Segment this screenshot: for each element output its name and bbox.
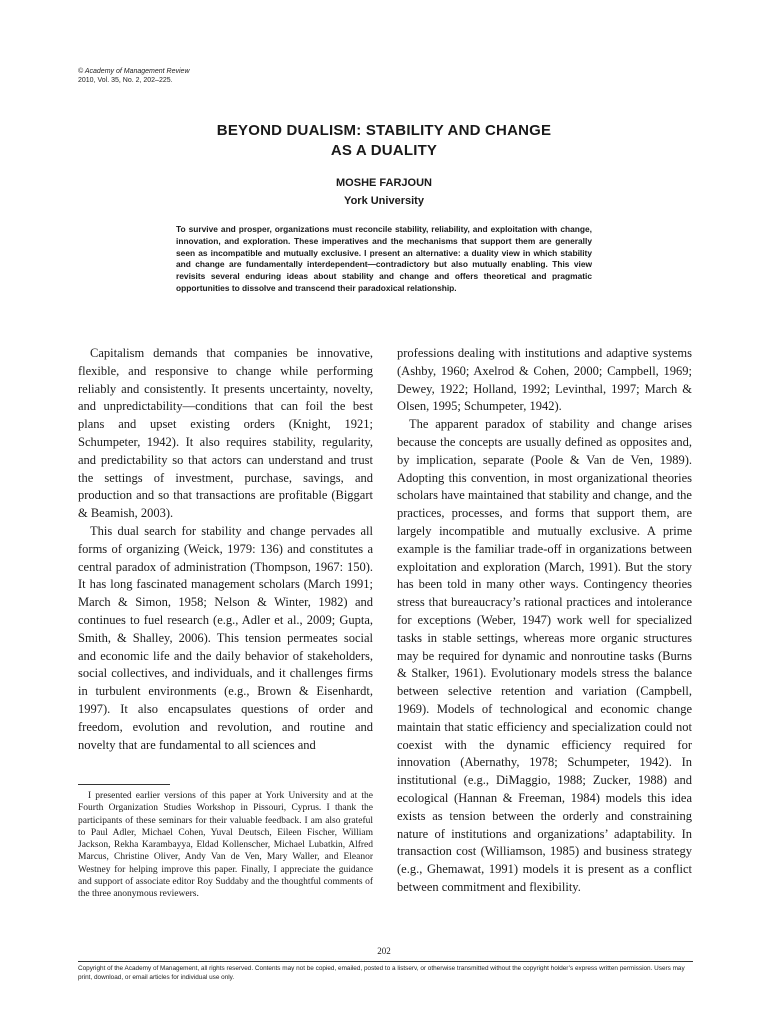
journal-citation: 2010, Vol. 35, No. 2, 202–225. xyxy=(78,77,173,84)
body-column-right xyxy=(397,345,692,897)
article-title xyxy=(0,121,768,161)
body-paragraph: Capitalism demands that companies be innovative, flexible, and responsive to change while performing reliably and consistently. It presents uncertainty, novelty, and unpredictability—conditions that can foil the best plans and upset existing orders (Knight, 1921; Schumpeter, 1942). It also requires stability, regularity, and predictability so that actors can understand and trust the settings of investment, purchase, savings, and production and so that transactions are profitable (Biggart & Beamish, 2003). xyxy=(78,346,373,521)
copyright-notice: Copyright of the Academy of Management, all rights reserved. Contents may not be copied, emailed, posted to a listserv, or otherwise transmitted without the copyright holder’s express written permission. Users may print, download, or email articles for individual use only. xyxy=(78,965,685,981)
title-line-1: BEYOND DUALISM: STABILITY AND CHANGE xyxy=(216,122,552,139)
body-paragraph: This dual search for stability and change pervades all forms of organizing (Weick, 1979: 136) and constitutes a central paradox of administration (Thompson, 1967: 150). It has long fascinated management scholars (March 1991; March & Simon, 1958; Nelson & Winter, 1982) and continues to fuel research (e.g., Adler et al., 2009; Gupta, Smith, & Shalley, 2006). This tension permeates social and economic life and the daily behavior of stakeholders, social collectives, and individuals, and it challenges firms in turbulent environments (e.g., Brown & Eisenhardt, 1997). It also encapsulates questions of order and freedom, evolution and revolution, and routine and novelty that are fundamental to all sciences and xyxy=(78,523,373,752)
journal-header xyxy=(78,67,190,85)
author-affiliation: York University xyxy=(344,195,424,207)
body-paragraph: The apparent paradox of stability and change arises because the concepts are usually defined as opposites and, by implication, separate (Poole & Van de Ven, 1989). Adopting this convention, in most organizational theories scholars have maintained that stability and change, and the practices, processes, and forms that support them, are largely incompatible and mutually exclusive. A prime example is the familiar trade-off in organizations between exploitation and exploration (March, 1991). But the story has been told in many other ways. Contingency theories stress that bureaucracy’s rational practices and intolerance for exceptions (Weber, 1947) work well for specialized tasks in stable settings, whereas more organic structures may be required for dynamic and nonroutine tasks (Burns & Stalker, 1961). Evolutionary models stress the balance between selective retention and variation (Campbell, 1969). Models of technological and economic change maintain that static efficiency and specialization could not coexist with the dynamic efficiency required for innovation (Abernathy, 1978; Schumpeter, 1942). In institutional (e.g., DiMaggio, 1988; Zucker, 1988) and ecological (Hannan & Freeman, 1984) models this idea exists as tension between the orderly and constraining nature of institutions and organizations’ adaptability. In transaction cost (Williamson, 1985) and business strategy (e.g., Ghemawat, 1991) models it is present as a conflict between commitment and flexibility. xyxy=(397,417,692,894)
abstract: To survive and prosper, organizations must reconcile stability, reliability, and exploitation with change, innovation, and exploration. These imperatives and the mechanisms that support them are generally seen as incompatible and mutually exclusive. I present an alternative: a duality view in which stability and change are fundamentally interdependent—contradictory but also mutually enabling. This view revisits several enduring ideas about stability and change and offers theoretical and pragmatic opportunities to dissolve and transcend their paradoxical relationship. xyxy=(176,224,592,293)
bottom-rule xyxy=(78,961,693,962)
footnote xyxy=(78,790,373,901)
footnote-text: I presented earlier versions of this paper at York University and at the Fourth Organization Studies Workshop in Pissouri, Cyprus. I thank the participants of these seminars for their valuable feedback. I am also grateful to Paul Adler, Michael Cohen, Yuval Deutsch, Eileen Fischer, William Jackson, Rekha Karambayya, Eldad Kollenscher, Michael Lubatkin, Alfred Marcus, Christine Oliver, Andy Van de Ven, Mary Waller, and Eleanor Westney for helping improve this paper. Finally, I appreciate the guidance and support of associate editor Roy Suddaby and the thoughtful comments of the three anonymous reviewers. xyxy=(78,791,373,900)
page-number: 202 xyxy=(377,946,391,956)
title-line-2: AS A DUALITY xyxy=(330,142,438,159)
journal-name: © Academy of Management Review xyxy=(78,68,190,75)
footnote-rule xyxy=(78,784,170,785)
body-paragraph: professions dealing with institutions and adaptive systems (Ashby, 1960; Axelrod & Cohen, 2000; Campbell, 1969; Dewey, 1922; Holland, 1992; Levinthal, 1997; March & Olsen, 1995; Schumpeter, 1942). xyxy=(397,346,692,414)
author-name: MOSHE FARJOUN xyxy=(336,177,432,189)
body-column-left xyxy=(78,345,373,754)
